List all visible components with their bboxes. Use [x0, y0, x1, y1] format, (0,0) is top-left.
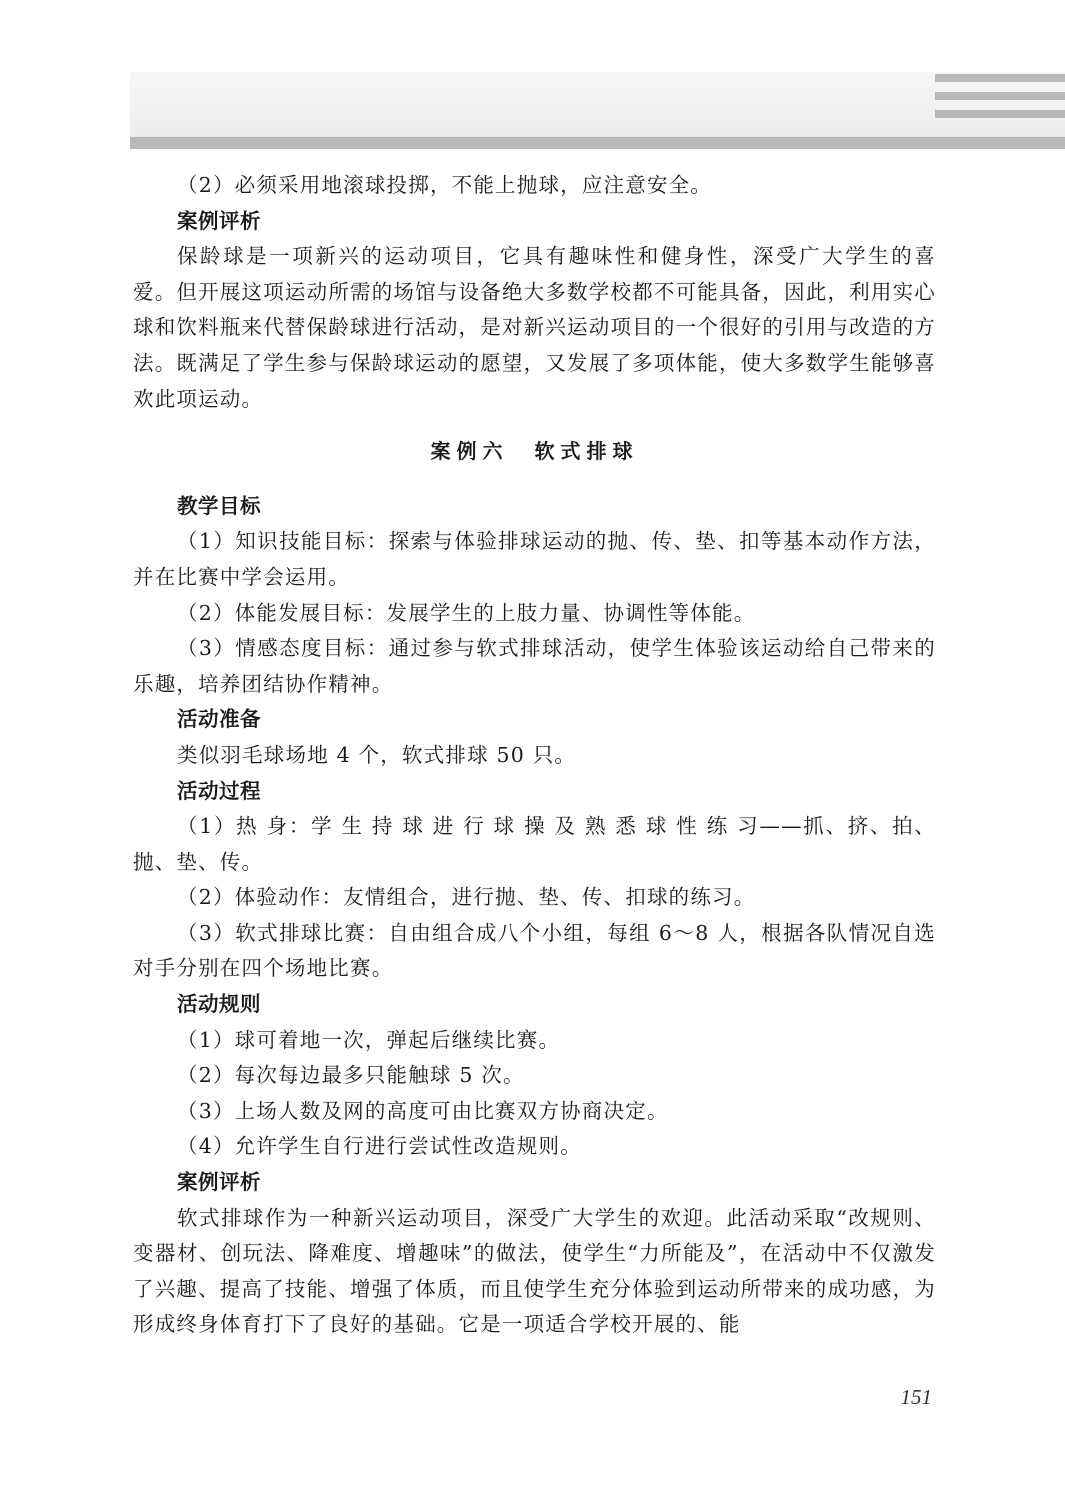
list-item: （1）球可着地一次，弹起后继续比赛。: [177, 1027, 561, 1052]
section-heading: 案例评析: [177, 1170, 261, 1195]
list-item: （3）上场人数及网的高度可由比赛双方协商决定。: [177, 1098, 669, 1123]
list-item: （2）体能发展目标：发展学生的上肢力量、协调性等体能。: [177, 600, 756, 625]
list-item: （2）必须采用地滚球投掷，不能上抛球，应注意安全。: [177, 173, 713, 197]
paragraph: 类似羽毛球场地 4 个，软式排球 50 只。: [177, 742, 577, 767]
list-item: （3）情感态度目标：通过参与软式排球活动，使学生体验该运动给自己带来的乐趣，培养团结协作精神。: [133, 636, 936, 696]
page-number: 151: [900, 1385, 932, 1409]
header-band: [130, 72, 1065, 140]
section-heading: 活动准备: [177, 707, 261, 732]
list-item: （1）知识技能目标：探索与体验排球运动的抛、传、垫、扣等基本动作方法，并在比赛中学会运用。: [133, 529, 936, 589]
list-item: （1）热 身：学 生 持 球 进 行 球 操 及 熟 悉 球 性 练 习——抓、挤、拍、抛、垫、传。: [133, 814, 936, 874]
case-title: 案例六 软式排球: [430, 439, 639, 464]
list-item: （2）每次每边最多只能触球 5 次。: [177, 1063, 525, 1088]
header-stripe: [935, 74, 1065, 82]
page-content: [133, 168, 936, 1343]
header-stripes: [935, 74, 1065, 128]
section-heading: 案例评析: [177, 208, 261, 233]
paragraph: 软式排球作为一种新兴运动项目，深受广大学生的欢迎。此活动采取“改规则、变器材、创玩法、降难度、增趣味”的做法，使学生“力所能及”，在活动中不仅激发了兴趣、提高了技能、增强了体质，而且使学生充分体验到运动所带来的成功感，为形成终身体育打下了良好的基础。它是一项适合学校开展的、能: [133, 1205, 936, 1337]
list-item: （2）体验动作：友情组合，进行抛、垫、传、扣球的练习。: [177, 885, 756, 910]
list-item: （4）允许学生自行进行尝试性改造规则。: [177, 1134, 582, 1159]
header-stripe: [935, 110, 1065, 118]
header-stripe: [935, 92, 1065, 100]
section-heading: 活动规则: [177, 992, 261, 1017]
header-rule: [130, 137, 1065, 149]
list-item: （3）软式排球比赛：自由组合成八个小组，每组 6～8 人，根据各队情况自选对手分别在四个场地比赛。: [133, 920, 936, 981]
section-heading: 活动过程: [177, 778, 261, 803]
paragraph: 保龄球是一项新兴的运动项目，它具有趣味性和健身性，深受广大学生的喜爱。但开展这项运动所需的场馆与设备绝大多数学校都不可能具备，因此，利用实心球和饮料瓶来代替保龄球进行活动，是对新兴运动项目的一个很好的引用与改造的方法。既满足了学生参与保龄球运动的愿望，又发展了多项体能，使大多数学生能够喜欢此项运动。: [133, 244, 936, 411]
section-heading: 教学目标: [177, 493, 261, 518]
